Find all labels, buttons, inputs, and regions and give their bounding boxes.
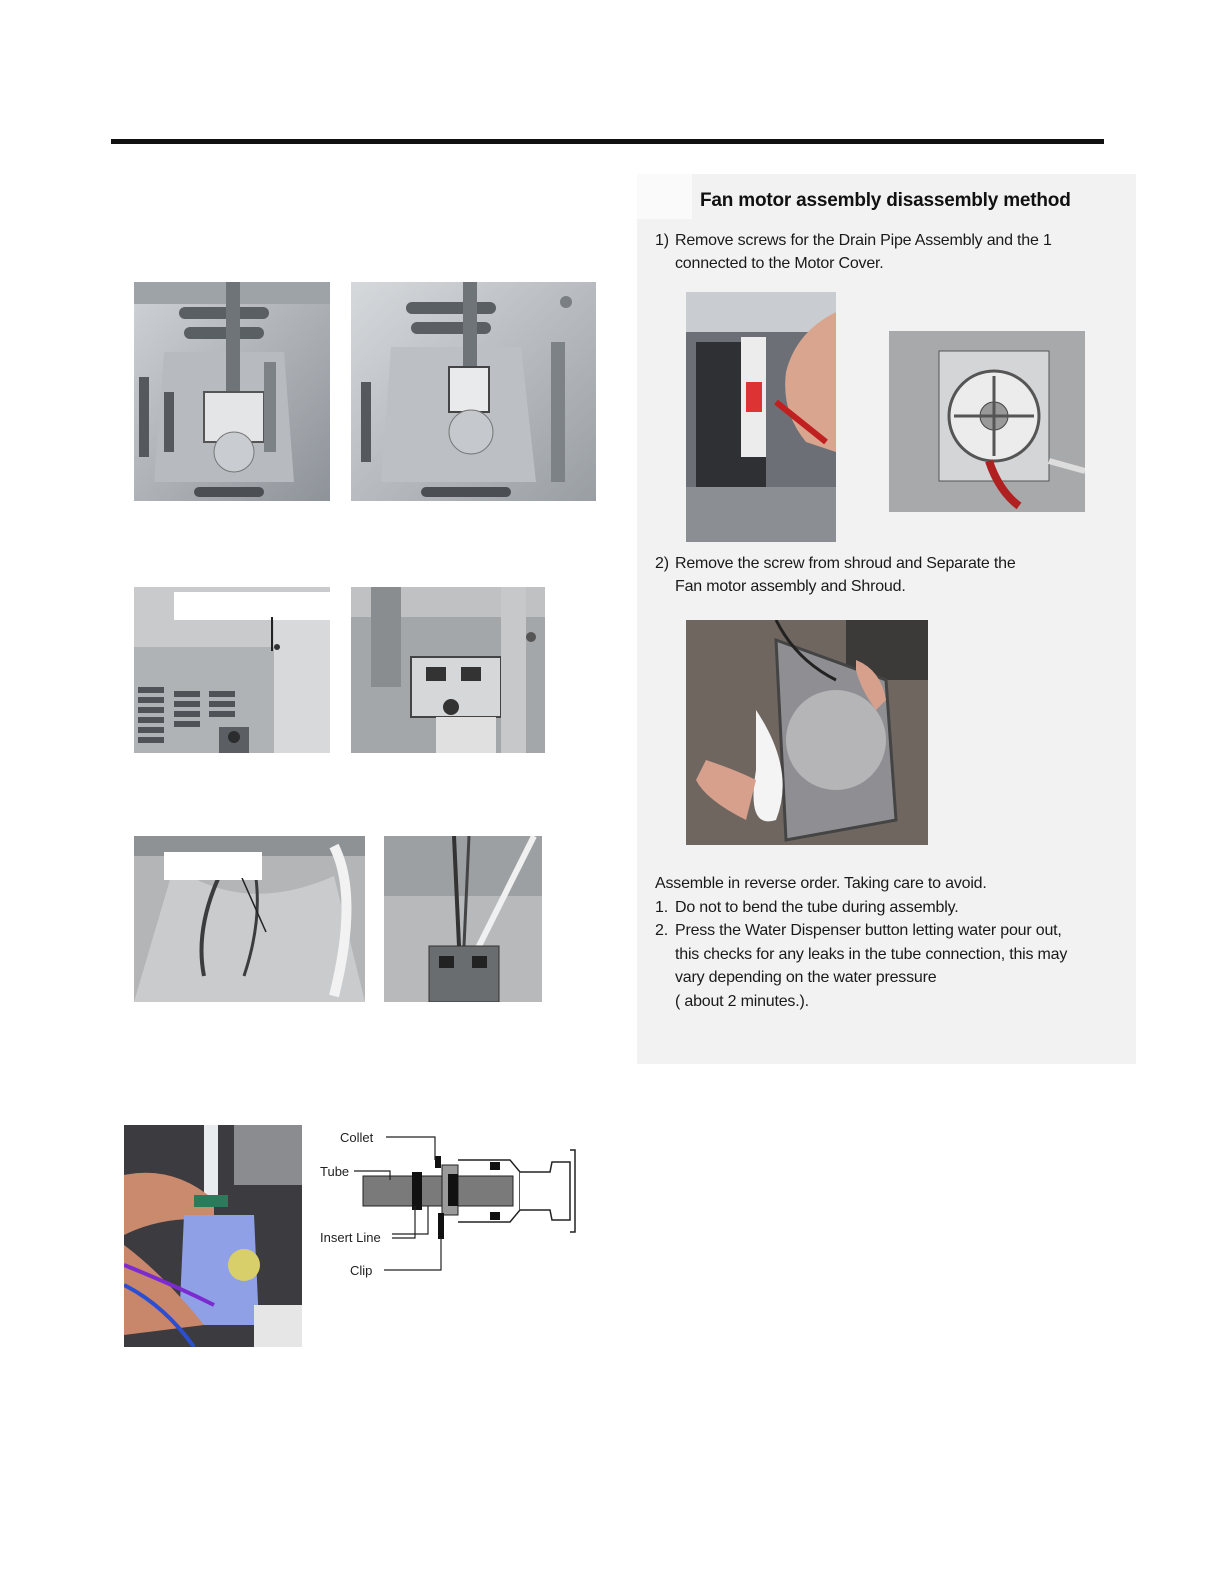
step-1-line-1: Remove screws for the Drain Pipe Assembly and the 1 [675, 232, 1052, 249]
notes-item-2-cont-3: ( about 2 minutes.). [675, 992, 809, 1010]
notes-item-1-text: Do not to bend the tube during assembly. [675, 898, 959, 916]
photo-drain-fitting-after [351, 282, 596, 501]
photo-water-valve [124, 1125, 302, 1347]
callout-leader-line-2 [240, 878, 270, 934]
photo-motor-cover [889, 331, 1085, 512]
photo-drain-fitting-before [134, 282, 330, 501]
notes-item-1-number: 1. [655, 898, 668, 916]
header-rule [111, 139, 1104, 144]
photo-fan-shroud [686, 620, 928, 845]
step-1-number: 1) [655, 232, 669, 249]
step-2 [655, 552, 1016, 598]
step-2-line-1: Remove the screw from shroud and Separate the [675, 555, 1016, 572]
assembly-notes [655, 872, 1067, 1013]
step-1-line-2: connected to the Motor Cover. [675, 255, 884, 272]
notes-item-2-number: 2. [655, 922, 668, 939]
callout-label-box [174, 592, 330, 620]
notes-item-2 [655, 919, 1067, 943]
step-1 [655, 229, 1052, 275]
diagram-label-collet: Collet [340, 1130, 374, 1145]
photo-remove-screws [686, 292, 836, 542]
notes-intro: Assemble in reverse order. Taking care to avoid. [655, 875, 987, 892]
step-2-line-2: Fan motor assembly and Shroud. [675, 578, 906, 595]
notes-item-2-cont-2: vary depending on the water pressure [675, 969, 937, 986]
diagram-label-tube: Tube [320, 1164, 350, 1179]
photo-wire-connector [351, 587, 545, 753]
tube-shape [363, 1176, 513, 1206]
panel-title: Fan motor assembly disassembly method [700, 190, 1071, 211]
callout-leader-line [270, 617, 274, 651]
quick-connect-diagram [320, 1120, 582, 1280]
notes-item-2-cont-1: this checks for any leaks in the tube connection, this may [675, 945, 1068, 963]
notes-item-1 [655, 896, 1067, 920]
panel-tab [637, 174, 692, 219]
step-2-number: 2) [655, 555, 669, 572]
photo-connector-closeup [384, 836, 542, 1002]
notes-item-2-text: Press the Water Dispenser button letting water pour out, [675, 922, 1062, 939]
callout-label-box-2 [164, 852, 262, 880]
diagram-label-insert-line: Insert Line [320, 1230, 381, 1245]
diagram-label-clip: Clip [350, 1263, 373, 1278]
